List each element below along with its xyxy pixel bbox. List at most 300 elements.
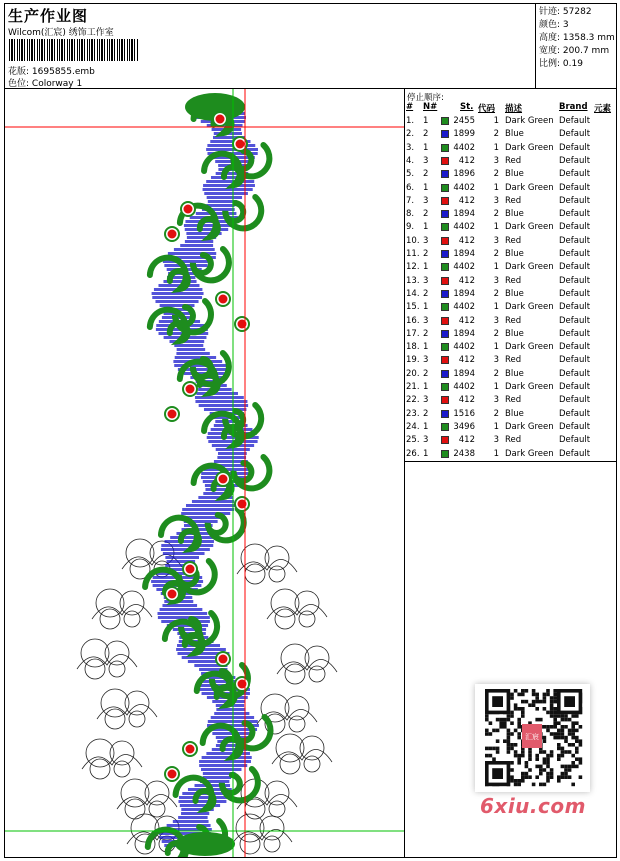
- sequence-row: [405, 421, 616, 434]
- qr-module: [539, 718, 543, 722]
- qr-module: [543, 700, 547, 704]
- cloud-outline: [105, 709, 125, 729]
- cell-st: 1894: [453, 249, 475, 259]
- qr-module: [543, 768, 547, 772]
- cell-brand: Default: [559, 195, 591, 206]
- blue-fill: [206, 204, 234, 207]
- blue-fill: [211, 716, 254, 719]
- stat-width: 宽度: 200.7 mm: [539, 46, 610, 56]
- qr-module: [485, 714, 489, 718]
- qr-module: [514, 754, 518, 758]
- color-swatch: [441, 383, 449, 391]
- qr-module: [539, 783, 543, 787]
- qr-module: [528, 754, 532, 758]
- qr-logo-text: 汇宸: [525, 733, 539, 741]
- blue-fill: [192, 500, 234, 503]
- color-swatch: [441, 197, 449, 205]
- qr-module: [535, 757, 539, 761]
- qr-finder: [492, 696, 503, 707]
- cell-n: 23.: [406, 408, 420, 419]
- qr-module: [507, 718, 511, 722]
- qr-module: [539, 768, 543, 772]
- cell-n: 8.: [406, 209, 415, 220]
- cell-brand: Default: [559, 368, 591, 379]
- cell-no: 1: [423, 116, 429, 126]
- qr-module: [546, 772, 550, 776]
- cell-desc: Red: [505, 155, 522, 166]
- cloud-outline: [149, 801, 165, 817]
- qr-module: [543, 707, 547, 711]
- qr-module: [579, 757, 583, 761]
- qr-module: [485, 754, 489, 758]
- qr-module: [507, 736, 511, 740]
- qr-module: [564, 775, 568, 779]
- blue-fill: [179, 796, 231, 799]
- cell-no: 1: [423, 342, 429, 353]
- cell-st: 1894: [453, 328, 475, 339]
- qr-module: [539, 765, 543, 769]
- qr-module: [575, 757, 579, 761]
- qr-module: [507, 750, 511, 754]
- cell-no: 3: [423, 435, 429, 446]
- qr-finder: [492, 768, 503, 779]
- cell-no: 2: [423, 209, 429, 220]
- qr-module: [510, 761, 514, 765]
- red-dot: [216, 115, 225, 124]
- color-swatch: [441, 130, 449, 138]
- qr-module: [575, 750, 579, 754]
- qr-module: [514, 779, 518, 783]
- cell-no: 2: [423, 368, 429, 379]
- red-dot: [184, 205, 193, 214]
- qr-module: [575, 765, 579, 769]
- qr-module: [546, 765, 550, 769]
- cell-st: 4402: [453, 302, 475, 313]
- cell-n: 22.: [406, 395, 420, 406]
- cell-n: 25.: [406, 435, 420, 446]
- cloud-outline: [269, 801, 285, 817]
- qr-module: [550, 750, 554, 754]
- qr-module: [507, 732, 511, 736]
- qr-module: [521, 775, 525, 779]
- cell-code: 1: [493, 222, 499, 233]
- qr-module: [539, 750, 543, 754]
- qr-module: [553, 711, 557, 715]
- qr-module: [514, 743, 518, 747]
- qr-module: [564, 736, 568, 740]
- cell-code: 1: [493, 302, 499, 313]
- cell-st: 412: [458, 155, 475, 166]
- qr-module: [550, 700, 554, 704]
- cell-code: 2: [493, 328, 499, 339]
- cell-brand: Default: [559, 275, 591, 286]
- cell-no: 1: [423, 382, 429, 392]
- cell-code: 1: [493, 182, 499, 193]
- qr-module: [525, 700, 529, 704]
- qr-module: [564, 772, 568, 776]
- cell-st: 4402: [453, 382, 475, 392]
- cell-code: 2: [493, 368, 499, 379]
- red-dot: [186, 385, 195, 394]
- cell-desc: Dark Green: [505, 421, 554, 432]
- blue-fill: [206, 180, 254, 183]
- blue-fill: [184, 224, 234, 227]
- qr-module: [557, 714, 561, 718]
- qr-module: [492, 757, 496, 761]
- qr-module: [525, 765, 529, 769]
- qr-module: [510, 693, 514, 697]
- col-code: 代码: [478, 104, 496, 114]
- qr-module: [571, 736, 575, 740]
- stat-scale: 比例: 0.19: [539, 59, 583, 69]
- blue-fill: [152, 292, 204, 295]
- qr-module: [514, 707, 518, 711]
- cell-brand: Default: [559, 222, 591, 233]
- cell-brand: Default: [559, 395, 591, 406]
- qr-module: [546, 775, 550, 779]
- blue-fill: [201, 768, 241, 771]
- blue-fill: [185, 240, 213, 243]
- qr-module: [543, 783, 547, 787]
- qr-module: [514, 689, 518, 693]
- cell-n: 18.: [406, 342, 420, 353]
- qr-module: [532, 700, 536, 704]
- blue-fill: [206, 752, 250, 755]
- qr-code: [475, 684, 590, 792]
- qr-module: [579, 739, 583, 743]
- cell-code: 1: [493, 342, 499, 353]
- qr-module: [575, 739, 579, 743]
- cell-st: 3496: [453, 421, 475, 432]
- qr-module: [535, 707, 539, 711]
- blue-fill: [160, 608, 203, 611]
- cell-code: 1: [493, 142, 499, 153]
- cell-st: 2438: [453, 448, 475, 459]
- cloud-outline: [129, 711, 145, 727]
- qr-module: [571, 783, 575, 787]
- cell-code: 1: [493, 421, 499, 432]
- qr-module: [557, 779, 561, 783]
- qr-module: [521, 700, 525, 704]
- qr-module: [571, 732, 575, 736]
- sequence-row: [405, 168, 616, 181]
- qr-module: [535, 754, 539, 758]
- qr-module: [579, 743, 583, 747]
- qr-module: [510, 696, 514, 700]
- sequence-row: [405, 248, 616, 261]
- colorway-line: [8, 76, 82, 89]
- qr-module: [557, 743, 561, 747]
- red-dot: [186, 565, 195, 574]
- qr-module: [564, 765, 568, 769]
- sequence-row: [405, 341, 616, 354]
- color-swatch: [441, 396, 449, 404]
- sequence-title: 停止顺序:: [407, 93, 444, 103]
- color-swatch: [441, 356, 449, 364]
- qr-module: [503, 718, 507, 722]
- sequence-row: [405, 434, 616, 447]
- cell-desc: Dark Green: [505, 262, 554, 273]
- blue-fill: [165, 556, 199, 559]
- blue-fill: [185, 228, 228, 231]
- green-bottom-cap: [175, 832, 235, 856]
- red-dot: [168, 770, 177, 779]
- qr-module: [521, 754, 525, 758]
- qr-module: [568, 775, 572, 779]
- blue-fill: [214, 712, 249, 715]
- color-swatch: [441, 330, 449, 338]
- blue-fill: [182, 508, 234, 511]
- qr-module: [489, 754, 493, 758]
- cell-n: 6.: [406, 182, 415, 193]
- cell-brand: Default: [559, 421, 591, 432]
- stat-height: 高度: 1358.3 mm: [539, 33, 615, 43]
- qr-module: [564, 714, 568, 718]
- cell-desc: Blue: [505, 288, 524, 299]
- cell-code: 2: [493, 209, 499, 220]
- qr-module: [550, 772, 554, 776]
- cell-no: 3: [423, 275, 429, 286]
- cloud-outline: [309, 666, 325, 682]
- blue-fill: [206, 148, 258, 151]
- col-index: #: [406, 102, 414, 112]
- cell-n: 17.: [406, 328, 420, 339]
- color-swatch: [441, 450, 449, 458]
- cell-n: 12.: [406, 262, 420, 273]
- qr-module: [543, 750, 547, 754]
- cell-desc: Dark Green: [505, 142, 554, 153]
- sequence-row: [405, 261, 616, 274]
- file-label: 花版:: [8, 67, 30, 77]
- cloud-outline: [120, 591, 144, 615]
- cell-desc: Dark Green: [505, 222, 554, 233]
- qr-module: [517, 721, 521, 725]
- qr-module: [514, 783, 518, 787]
- sequence-row: [405, 328, 616, 341]
- blue-fill: [178, 800, 226, 803]
- cell-desc: Blue: [505, 249, 524, 259]
- qr-module: [557, 775, 561, 779]
- qr-module: [499, 718, 503, 722]
- red-dot: [219, 475, 228, 484]
- cell-st: 4402: [453, 222, 475, 233]
- blue-fill: [165, 540, 214, 543]
- qr-module: [568, 729, 572, 733]
- cell-no: 2: [423, 129, 429, 140]
- qr-module: [561, 754, 565, 758]
- cell-st: 412: [458, 355, 475, 366]
- qr-module: [571, 729, 575, 733]
- blue-fill: [195, 400, 247, 403]
- qr-module: [525, 775, 529, 779]
- qr-module: [532, 783, 536, 787]
- qr-module: [546, 689, 550, 693]
- cell-desc: Red: [505, 395, 522, 406]
- qr-module: [543, 693, 547, 697]
- qr-module: [546, 729, 550, 733]
- colorway-value: Colorway 1: [31, 79, 83, 89]
- cell-no: 2: [423, 169, 429, 180]
- sequence-row: [405, 195, 616, 208]
- qr-module: [528, 775, 532, 779]
- production-worksheet: [4, 3, 617, 858]
- sequence-row: [405, 142, 616, 155]
- blue-fill: [174, 248, 215, 251]
- stat-stitches: 针迹: 57282: [539, 7, 592, 17]
- blue-fill: [152, 296, 202, 299]
- qr-module: [579, 761, 583, 765]
- cell-brand: Default: [559, 382, 591, 392]
- qr-module: [492, 747, 496, 751]
- qr-module: [535, 693, 539, 697]
- red-dot: [168, 590, 177, 599]
- qr-module: [564, 725, 568, 729]
- qr-module: [535, 765, 539, 769]
- cell-n: 14.: [406, 288, 420, 299]
- qr-module: [564, 718, 568, 722]
- qr-module: [568, 732, 572, 736]
- qr-module: [575, 729, 579, 733]
- qr-module: [496, 729, 500, 733]
- file-value: 1695855.emb: [31, 67, 95, 77]
- qr-module: [514, 703, 518, 707]
- qr-module: [503, 725, 507, 729]
- cell-code: 3: [493, 315, 499, 326]
- cell-brand: Default: [559, 142, 591, 153]
- sequence-row: [405, 368, 616, 381]
- qr-module: [510, 732, 514, 736]
- stats-panel: [536, 4, 616, 89]
- qr-module: [575, 736, 579, 740]
- blue-fill: [177, 348, 205, 351]
- qr-module: [550, 696, 554, 700]
- qr-module: [521, 707, 525, 711]
- cell-no: 2: [423, 408, 429, 419]
- cell-n: 5.: [406, 169, 415, 180]
- cell-no: 1: [423, 182, 429, 193]
- color-swatch: [441, 277, 449, 285]
- red-dot: [219, 655, 228, 664]
- blue-fill: [157, 612, 207, 615]
- color-swatch: [441, 317, 449, 325]
- qr-module: [532, 693, 536, 697]
- cell-desc: Dark Green: [505, 182, 554, 193]
- cloud-outline: [299, 611, 315, 627]
- sequence-row: [405, 235, 616, 248]
- sequence-row: [405, 394, 616, 407]
- blue-fill: [218, 452, 247, 455]
- cell-n: 1.: [406, 116, 415, 126]
- qr-module: [561, 714, 565, 718]
- qr-module: [575, 747, 579, 751]
- qr-module: [550, 754, 554, 758]
- cell-desc: Blue: [505, 328, 524, 339]
- blue-fill: [203, 776, 231, 779]
- cell-code: 3: [493, 195, 499, 206]
- cell-st: 412: [458, 195, 475, 206]
- qr-module: [553, 696, 557, 700]
- qr-module: [485, 729, 489, 733]
- stop-sequence-panel: [405, 89, 616, 462]
- cell-code: 1: [493, 448, 499, 459]
- cell-no: 1: [423, 302, 429, 313]
- qr-module: [561, 718, 565, 722]
- cell-n: 4.: [406, 155, 415, 166]
- color-swatch: [441, 144, 449, 152]
- qr-module: [496, 750, 500, 754]
- cell-desc: Blue: [505, 408, 524, 419]
- cell-code: 3: [493, 275, 499, 286]
- cloud-outline: [264, 836, 280, 852]
- color-swatch: [441, 157, 449, 165]
- design-preview: [5, 89, 405, 857]
- cell-st: 2455: [453, 116, 475, 126]
- sequence-row: [405, 128, 616, 141]
- color-swatch: [441, 170, 449, 178]
- blue-fill: [173, 820, 209, 823]
- cloud-outline: [105, 641, 129, 665]
- cloud-outline: [110, 741, 134, 765]
- blue-fill: [204, 192, 248, 195]
- cloud-outline: [109, 661, 125, 677]
- cloud-outline: [275, 609, 295, 629]
- cell-brand: Default: [559, 408, 591, 419]
- blue-fill: [176, 352, 209, 355]
- qr-module: [546, 711, 550, 715]
- cloud-outline: [232, 829, 292, 844]
- qr-module: [568, 768, 572, 772]
- cell-n: 19.: [406, 355, 420, 366]
- embroidery-design: [5, 89, 404, 857]
- qr-module: [561, 729, 565, 733]
- col-stitches: St.: [460, 102, 474, 112]
- blue-fill: [174, 344, 203, 347]
- qr-module: [568, 743, 572, 747]
- color-swatch: [441, 303, 449, 311]
- cell-brand: Default: [559, 235, 591, 246]
- qr-module: [557, 754, 561, 758]
- blue-fill: [186, 504, 235, 507]
- color-swatch: [441, 184, 449, 192]
- qr-module: [489, 732, 493, 736]
- cloud-outline: [280, 754, 300, 774]
- qr-module: [543, 739, 547, 743]
- cloud-outline: [92, 604, 152, 619]
- cell-code: 1: [493, 116, 499, 126]
- cell-no: 3: [423, 195, 429, 206]
- cell-code: 1: [493, 382, 499, 392]
- qr-module: [507, 714, 511, 718]
- color-swatch: [441, 237, 449, 245]
- colorway-label: 色位:: [8, 79, 30, 89]
- cell-code: 2: [493, 288, 499, 299]
- cloud-outline: [289, 716, 305, 732]
- cell-n: 9.: [406, 222, 415, 233]
- cell-code: 2: [493, 129, 499, 140]
- qr-module: [546, 693, 550, 697]
- sequence-row: [405, 315, 616, 328]
- cell-code: 3: [493, 355, 499, 366]
- color-swatch: [441, 117, 449, 125]
- qr-module: [510, 721, 514, 725]
- cell-code: 2: [493, 249, 499, 259]
- cloud-outline: [267, 604, 327, 619]
- qr-module: [496, 739, 500, 743]
- qr-module: [496, 718, 500, 722]
- qr-module: [571, 765, 575, 769]
- qr-module: [517, 693, 521, 697]
- qr-module: [521, 779, 525, 783]
